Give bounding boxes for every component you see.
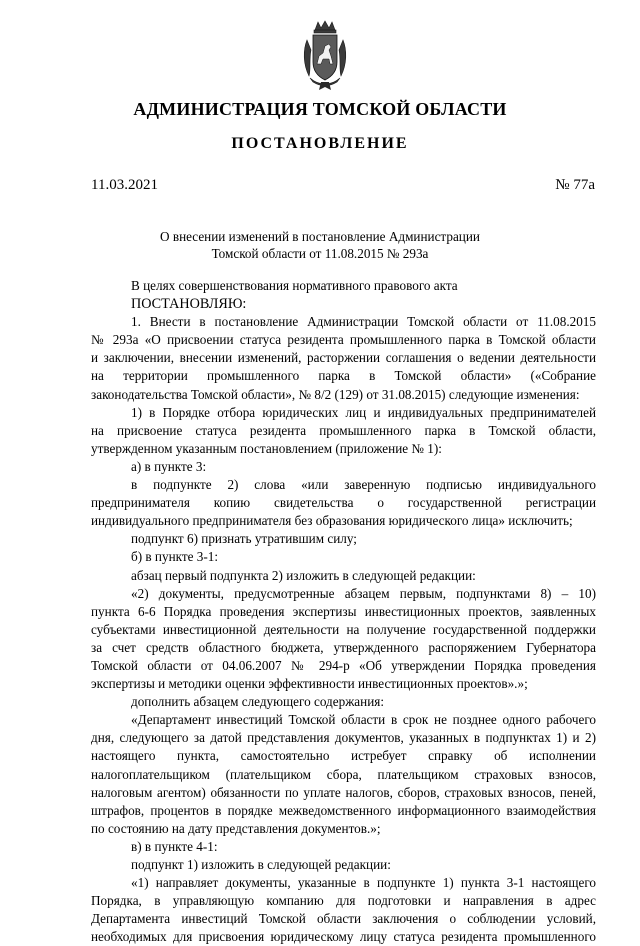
agency-title: АДМИНИСТРАЦИЯ ТОМСКОЙ ОБЛАСТИ — [133, 99, 507, 119]
subject-line: Томской области от 11.08.2015 № 293а — [211, 245, 429, 261]
body-line: «1) направляет документы, указанные в подпункте 1) пункта 3-1 настоящего — [131, 875, 596, 891]
body-line: настоящего пункта, самостоятельно истребует справку об исполнении — [91, 748, 596, 764]
document-type: ПОСТАНОВЛЕНИЕ — [231, 135, 409, 152]
body-line: дня, следующего за датой представления документов, указанных в подпунктах 1) и 2) — [91, 730, 596, 746]
body-line: 1. Внести в постановление Администрации Томской области от 11.08.2015 — [131, 314, 596, 330]
body-line: необходимых для присвоения юридическому лицу статуса резидента промышленного — [91, 929, 596, 945]
body-line: абзац первый подпункта 2) изложить в следующей редакции: — [131, 567, 476, 583]
body-line: Департамента инвестиций Томской области заключения о соблюдении условий, — [91, 911, 596, 927]
body-line: на присвоение статуса резидента промышленного парка в Томской области, — [91, 422, 596, 438]
document-body — [91, 277, 596, 946]
document-subject — [0, 229, 640, 262]
document-date: 11.03.2021 — [91, 177, 158, 193]
decree-word: ПОСТАНОВЛЯЮ: — [131, 296, 247, 313]
body-line: субъектами инвестиционной деятельности на получение государственной поддержки — [91, 621, 596, 637]
body-line: подпункт 6) признать утратившим силу; — [131, 531, 357, 547]
body-line: пункта 6-6 Порядка проведения экспертизы инвестиционных проектов, заявленных — [91, 603, 596, 619]
body-line: Томской области от 04.06.2007 № 294-р «Об утверждении Порядка проведения — [91, 657, 596, 673]
body-line: «Департамент инвестиций Томской области в срок не позднее одного рабочего — [131, 712, 596, 728]
body-line: за счет средств областного бюджета, утвержденного распоряжением Губернатора — [91, 639, 596, 655]
body-line: «2) документы, предусмотренные абзацем первым, подпунктами 8) – 10) — [131, 585, 596, 601]
body-line: дополнить абзацем следующего содержания: — [131, 694, 385, 710]
body-line: б) в пункте 3-1: — [131, 549, 219, 565]
body-line: Порядка, в управляющую компанию для подготовки и направления в адрес — [91, 893, 596, 909]
body-line: а) в пункте 3: — [131, 458, 207, 474]
intro-line: В целях совершенствования нормативного правового акта — [131, 278, 458, 293]
document-number: № 77а — [555, 177, 595, 193]
body-line: № 293а «О присвоении статуса резидента промышленного парка в Томской области — [91, 332, 596, 348]
body-line: утвержденном указанным постановлением (приложение № 1): — [91, 440, 442, 456]
subject-line: О внесении изменений в постановление Администрации — [160, 229, 480, 244]
body-line: штрафов, процентов в порядке межведомственного информационного взаимодействия — [91, 802, 596, 818]
body-line: 1) в Порядке отбора юридических лиц и индивидуальных предпринимателей — [131, 404, 596, 420]
body-line: предпринимателя копию свидетельства о государственной регистрации — [91, 495, 596, 511]
body-line: подпункт 1) изложить в следующей редакции: — [131, 857, 391, 872]
body-line: налогоплательщиком (плательщиком сбора, плательщиком страховых взносов, — [91, 766, 596, 782]
body-line: индивидуального предпринимателя без образования юридического лица» исключить; — [91, 513, 573, 529]
body-line: и заключении, внесении изменений, расторжении соглашения о ведении деятельности — [91, 350, 596, 366]
body-line: экспертизы и методики оценки эффективности инвестиционных проектов».»; — [91, 676, 528, 692]
body-line: на территории промышленного парка в Томской области» («Собрание — [91, 368, 596, 384]
body-line: в подпункте 2) слова «или заверенную подписью индивидуального — [131, 477, 596, 493]
body-line: законодательства Томской области», № 8/2 (129) от 31.08.2015) следующие изменения: — [91, 386, 580, 402]
body-line: налоговым агентом) обязанности по уплате налогов, сборов, страховых взносов, пеней, — [91, 784, 596, 800]
tomsk-coat-of-arms-icon — [301, 20, 349, 92]
body-line: по состоянию на дату представления документов.»; — [91, 820, 381, 836]
body-line: в) в пункте 4-1: — [131, 838, 218, 854]
